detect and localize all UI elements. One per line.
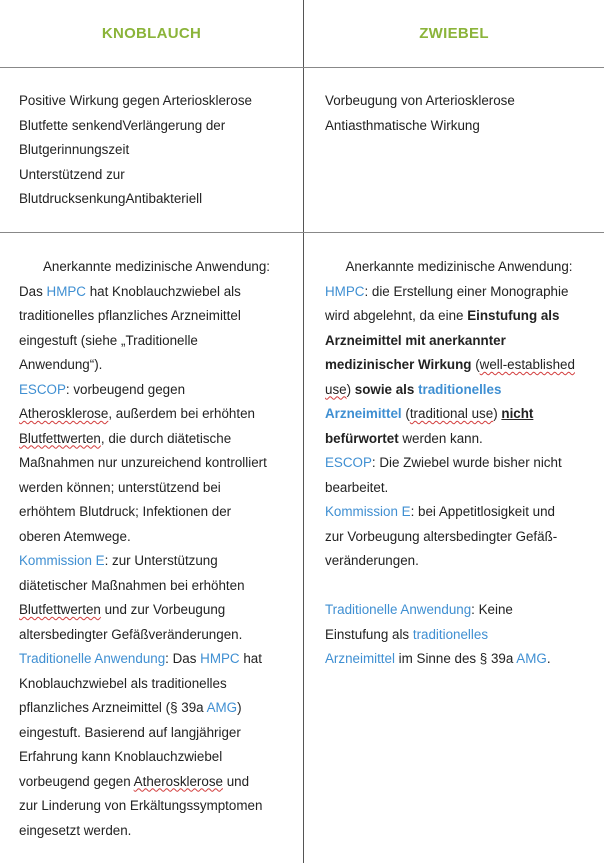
text: pflanzliches Arzneimittel (§ 39a	[19, 700, 207, 715]
bold-text: befürwortet	[325, 430, 399, 446]
knoblauch-medical-use	[19, 255, 294, 843]
traditionelles-link[interactable]: traditionelles	[418, 381, 502, 397]
escop-link[interactable]: ESCOP	[325, 455, 372, 470]
spellcheck-word: Blutfettwerten	[19, 602, 101, 617]
text: und	[223, 773, 250, 789]
effect-line: Antiasthmatische Wirkung	[325, 117, 480, 133]
blank-line	[325, 574, 593, 599]
text-line: eingesetzt werden.	[19, 822, 132, 838]
text: : vorbeugend gegen	[65, 381, 186, 397]
text: : Keine	[471, 602, 513, 617]
header-knoblauch: KNOBLAUCH	[101, 25, 202, 42]
arzneimittel-link[interactable]: Arzneimittel	[325, 651, 395, 666]
text: und zur Vorbeugung	[100, 602, 226, 617]
text: hat	[239, 651, 262, 666]
spellcheck-word: Atherosklerose	[133, 773, 223, 789]
effect-line: BlutdrucksenkungAntibakteriell	[19, 191, 203, 206]
text-line: Erfahrung kann Knoblauchzwiebel	[19, 749, 223, 764]
column-divider	[303, 0, 304, 863]
text-line: altersbedingter Gefäßveränderungen.	[19, 626, 243, 642]
text: Einstufung als	[325, 626, 413, 642]
amg-link[interactable]: AMG	[206, 700, 238, 715]
text-line: werden können; unterstützend bei	[19, 479, 221, 495]
text-line: zur Vorbeugung altersbedingter Gefäß-	[325, 528, 558, 544]
effect-line: Blutfette senkendVerlängerung der	[19, 117, 226, 133]
bold-text: medizinischer Wirkung	[325, 357, 472, 372]
text: : Das	[165, 651, 201, 666]
effect-line: Blutgerinnungszeit	[19, 142, 130, 157]
traditionelles-link[interactable]: traditionelles	[412, 626, 489, 642]
spellcheck-word: use	[325, 381, 347, 397]
amg-link[interactable]: AMG	[516, 651, 547, 666]
zwiebel-effects	[325, 89, 593, 138]
text: hat Knoblauchzwiebel als	[85, 283, 241, 299]
row-divider-1	[0, 67, 604, 68]
hmpc-link[interactable]: HMPC	[200, 651, 240, 666]
text: , die durch diätetische	[100, 430, 232, 446]
text: .	[546, 651, 551, 666]
text-line: oberen Atemwege.	[19, 528, 131, 544]
text-line: veränderungen.	[325, 553, 419, 568]
bold-text: Arzneimittel mit anerkannter	[325, 332, 506, 348]
text: : zur Unterstützung	[104, 553, 218, 568]
text: : die Erstellung einer Monographie	[364, 283, 569, 299]
bold-text: sowie als	[354, 381, 415, 397]
effect-line: Vorbeugung von Arteriosklerose	[325, 93, 515, 108]
spellcheck-word: Atherosklerose	[19, 406, 109, 421]
text-line: bearbeitet.	[325, 479, 389, 495]
text-line: diätetischer Maßnahmen bei erhöhten	[19, 577, 245, 593]
bold-text: Einstufung als	[467, 308, 560, 323]
spellcheck-word: Blutfettwerten	[19, 430, 101, 446]
effect-line: Unterstützend zur	[19, 166, 125, 182]
effect-line: Positive Wirkung gegen Arteriosklerose	[19, 93, 252, 108]
text-line: erhöhtem Blutdruck; Infektionen der	[19, 504, 232, 519]
text-line: zur Linderung von Erkältungssymptomen	[19, 798, 263, 813]
text: im Sinne des § 39a	[394, 651, 517, 666]
kommission-e-link[interactable]: Kommission E	[325, 504, 411, 519]
text-line: Knoblauchzwiebel als traditionelles	[19, 675, 227, 691]
text: )	[346, 381, 355, 397]
text: )	[237, 700, 242, 715]
underlined-bold-text: nicht	[501, 406, 534, 421]
text: )	[493, 406, 502, 421]
text: Das	[19, 283, 47, 299]
traditionelle-anwendung-link[interactable]: Traditionelle Anwendung	[19, 651, 166, 666]
kommission-e-link[interactable]: Kommission E	[19, 553, 105, 568]
text: , außerdem bei erhöhten	[108, 406, 255, 421]
knoblauch-effects	[19, 89, 294, 212]
text-line: Anwendung“).	[19, 357, 103, 372]
text: werden kann.	[398, 430, 483, 446]
text: : Die Zwiebel wurde bisher nicht	[371, 455, 562, 470]
text-line: eingestuft (siehe „Traditionelle	[19, 332, 198, 348]
hmpc-link[interactable]: HMPC	[325, 283, 365, 299]
text: : bei Appetitlosigkeit und	[410, 504, 555, 519]
text: (	[401, 406, 410, 421]
text: (	[471, 357, 480, 372]
text: wird abgelehnt, da eine	[325, 308, 468, 323]
text-line: eingestuft. Basierend auf langjähriger	[19, 724, 241, 740]
arzneimittel-link[interactable]: Arzneimittel	[325, 406, 402, 421]
header-zwiebel: ZWIEBEL	[419, 25, 489, 42]
hmpc-link[interactable]: HMPC	[46, 283, 86, 299]
text-line: traditionelles pflanzliches Arzneimittel	[19, 308, 241, 323]
escop-link[interactable]: ESCOP	[19, 381, 66, 397]
spellcheck-word: traditional use	[409, 406, 494, 421]
text: vorbeugend gegen	[19, 773, 134, 789]
traditionelle-anwendung-link[interactable]: Traditionelle Anwendung	[325, 602, 472, 617]
zwiebel-medical-use	[325, 255, 593, 672]
spellcheck-word: well-established	[479, 357, 575, 372]
row-divider-2	[0, 232, 604, 233]
section-heading: Anerkannte medizinische Anwendung:	[42, 259, 271, 274]
text-line: Maßnahmen nur unzureichend kontrolliert	[19, 455, 267, 470]
section-heading: Anerkannte medizinische Anwendung:	[345, 259, 573, 274]
